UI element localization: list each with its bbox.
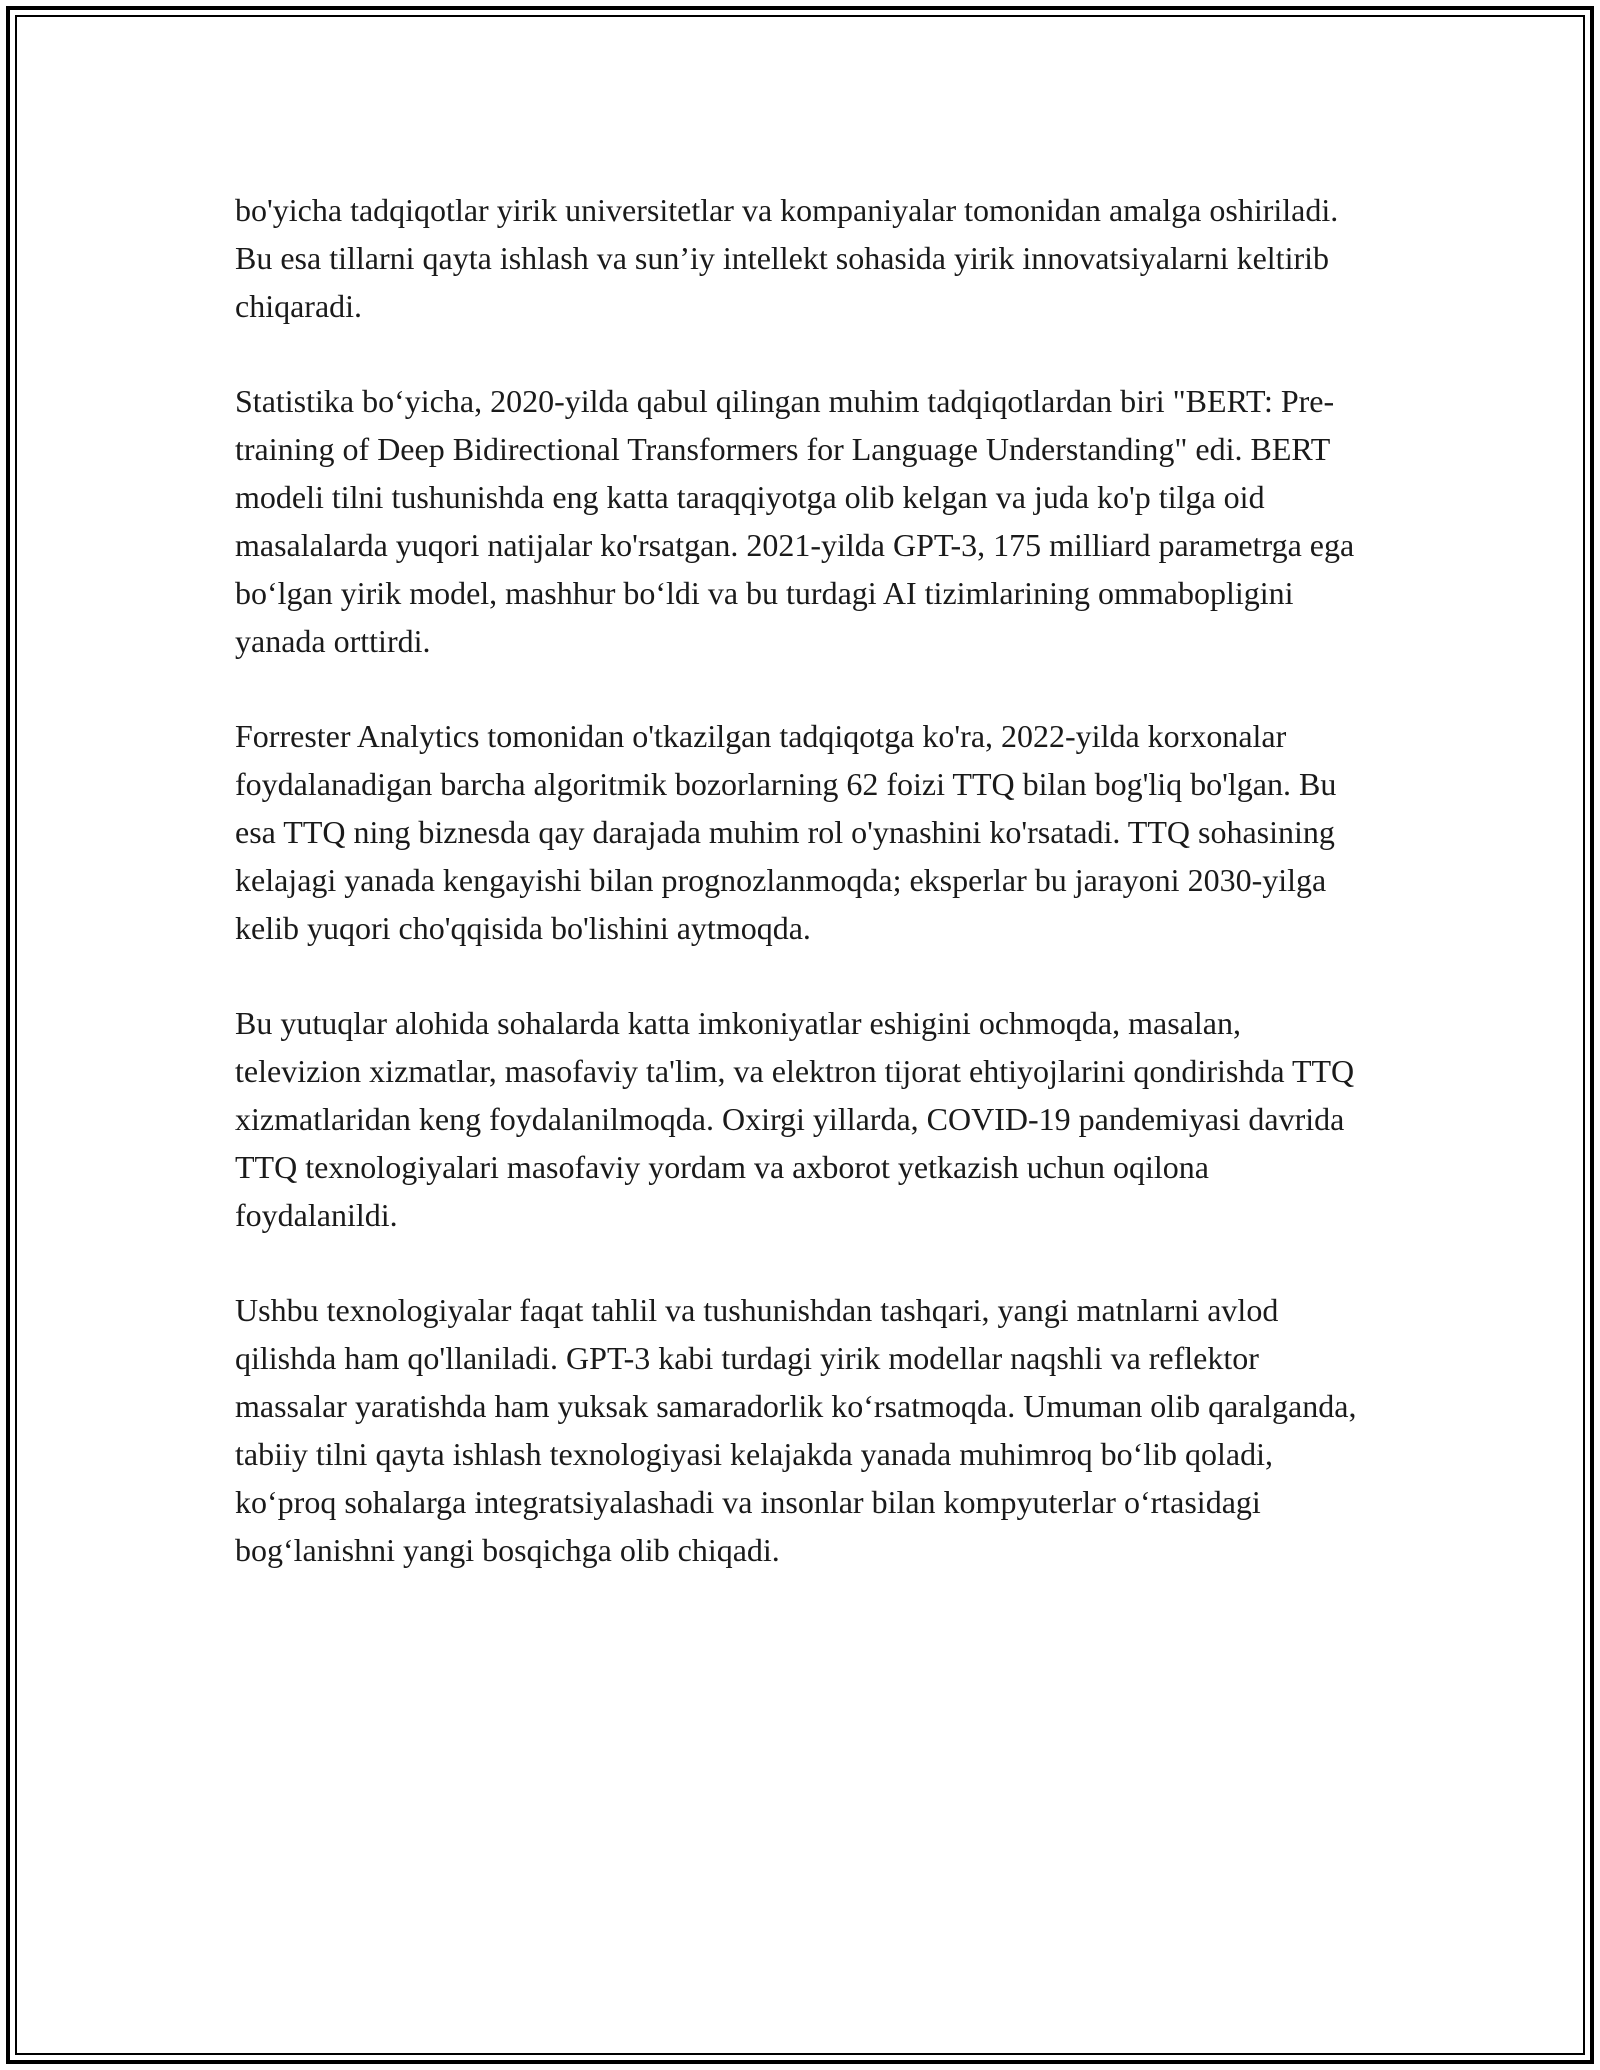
paragraph-5: Ushbu texnologiyalar faqat tahlil va tushunishdan tashqari, yangi matnlarni avlod qilishda ham qo'llaniladi. GPT-3 kabi turdagi yirik modellar naqshli va reflektor massalar yaratishda ham yuksak samaradorlik ko‘rsatmoqda. Umuman olib qaralganda, tabiiy tilni qayta ishlash texnologiyasi kelajakda yanada muhimroq bo‘lib qoladi, ko‘proq sohalarga integratsiyalashadi va insonlar bilan kompyuterlar o‘rtasidagi bog‘lanishni yangi bosqichga olib chiqadi. [235, 1292, 1357, 1568]
paragraph-1: bo'yicha tadqiqotlar yirik universitetlar va kompaniyalar tomonidan amalga oshiriladi. Bu esa tillarni qayta ishlash va sun’iy intellekt sohasida yirik innovatsiyalarni keltirib chiqaradi. [235, 192, 1339, 324]
paragraph-4: Bu yutuqlar alohida sohalarda katta imkoniyatlar eshigini ochmoqda, masalan, televizion xizmatlar, masofaviy ta'lim, va elektron tijorat ehtiyojlarini qondirishda TTQ xizmatlaridan keng foydalanilmoqda. Oxirgi yillarda, COVID-19 pandemiyasi davrida TTQ texnologiyalari masofaviy yordam va axborot yetkazish uchun oqilona foydalanildi. [235, 1005, 1355, 1233]
paragraph-2: Statistika bo‘yicha, 2020-yilda qabul qilingan muhim tadqiqotlardan biri "BERT: Pre-training of Deep Bidirectional Transformers for Language Understanding" edi. BERT modeli tilni tushunishda eng katta taraqqiyotga olib kelgan va juda ko'p tilga oid masalalarda yuqori natijalar ko'rsatgan. 2021-yilda GPT-3, 175 milliard parametrga ega bo‘lgan yirik model, mashhur bo‘ldi va bu turdagi AI tizimlarining ommabopligini yanada orttirdi. [235, 383, 1355, 659]
document-body [235, 186, 1370, 1621]
paragraph-3: Forrester Analytics tomonidan o'tkazilgan tadqiqotga ko'ra, 2022-yilda korxonalar foydalanadigan barcha algoritmik bozorlarning 62 foizi TTQ bilan bog'liq bo'lgan. Bu esa TTQ ning biznesda qay darajada muhim rol o'ynashini ko'rsatadi. TTQ sohasining kelajagi yanada kengayishi bilan prognozlanmoqda; eksperlar bu jarayoni 2030-yilga kelib yuqori cho'qqisida bo'lishini aytmoqda. [235, 718, 1337, 946]
